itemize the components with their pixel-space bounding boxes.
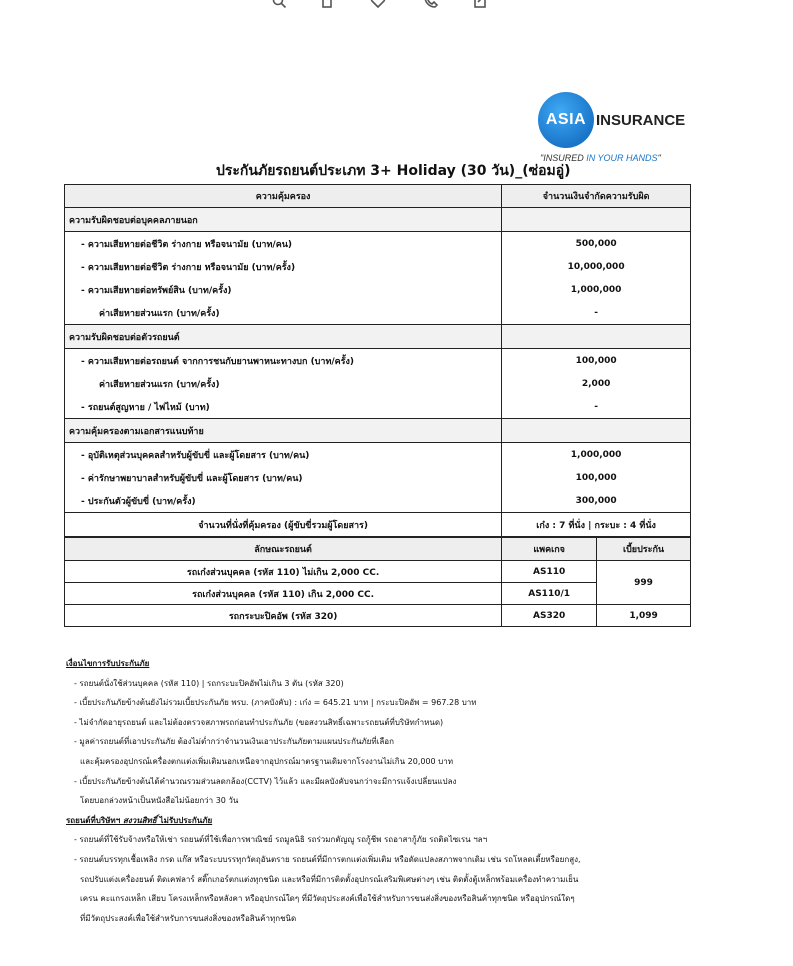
vehicle-type-header: ลักษณะรถยนต์ [65,538,502,561]
phone-icon[interactable] [422,0,440,10]
seats-label: จำนวนที่นั่งที่คุ้มครอง (ผู้ขับขี่รวมผู้โดยสาร) [65,513,502,537]
note-line: - เบี้ยประกันภัยข้างต้นยังไม่รวมเบี้ยประกันภัย พรบ. (ภาคบังคับ) : เก๋ง = 645.21 บาท | กระบะปิคอัพ = 967.28 บาท [74,698,477,708]
exclusions-heading-c: ไม่รับประกันภัย [156,815,213,825]
section-endorsements: ความคุ้มครองตามเอกสารแนบท้าย [65,419,502,443]
tagline-part-c: " [657,153,661,163]
coverage-value: 1,000,000 [502,443,691,467]
section-third-party: ความรับผิดชอบต่อบุคคลภายนอก [65,208,502,232]
section-own-damage: ความรับผิดชอบต่อตัวรถยนต์ [65,325,502,349]
note-line: โดยบอกล่วงหน้าเป็นหนังสือไม่น้อยกว่า 30 วัน [80,796,239,806]
table-row [65,232,691,256]
coverage-label: - ประกันตัวผู้ขับขี่ (บาท/ครั้ง) [65,489,502,513]
coverage-table [64,184,691,537]
table-row [65,561,691,583]
note-line: - รถยนต์บรรทุกเชื้อเพลิง กรด แก๊ส หรือระบบรรทุกวัตถุอันตราย รถยนต์ที่มีการตกแต่งเพิ่มเติม หรือดัดแปลงสภาพจากเดิม เช่น รถโหลดเตี้ยหรือยกสูง, [74,854,581,864]
coverage-label: - ความเสียหายต่อรถยนต์ จากการชนกับยานพาหนะทางบก (บาท/ครั้ง) [65,349,502,373]
section-row [65,208,691,232]
coverage-header-row [65,185,691,208]
section-row [65,419,691,443]
exclusions-heading [66,811,726,831]
premium-value: 1,099 [597,605,691,627]
conditions-notes [66,654,726,928]
coverage-label: - รถยนต์สูญหาย / ไฟไหม้ (บาท) [65,395,502,419]
coverage-value: 100,000 [502,349,691,373]
exclusions-heading-a: รถยนต์ที่บริษัทฯ [66,815,123,825]
table-row [65,466,691,489]
table-row [65,372,691,395]
note-line: - รถยนต์นั่งใช้ส่วนบุคคล (รหัส 110) | รถกระบะปิคอัพไม่เกิน 3 ตัน (รหัส 320) [74,678,344,688]
search-icon[interactable] [270,0,288,10]
edit-icon[interactable] [471,0,489,10]
table-row [65,278,691,301]
package-code: AS110/1 [502,583,597,605]
package-code: AS320 [502,605,597,627]
section-empty [502,325,691,349]
note-line: - รถยนต์ที่ใช้รับจ้างหรือให้เช่า รถยนต์ที่ใช้เพื่อการพาณิชย์ รถมูลนิธิ รถร่วมกตัญญู รถกู้ชีพ รถอาสากู้ภัย รถติดไซเรน ฯลฯ [74,835,488,845]
vehicle-type: รถเก๋งส่วนบุคคล (รหัส 110) ไม่เกิน 2,000 CC. [65,561,502,583]
note-line: และคุ้มครองอุปกรณ์เครื่องตกแต่งเพิ่มเติมนอกเหนือจากอุปกรณ์มาตรฐานเดิมจากโรงงานไม่เกิน 20,000 บาท [80,756,454,766]
tagline-part-b: IN YOUR HANDS [586,153,658,163]
coverage-label: - ความเสียหายต่อชีวิต ร่างกาย หรือจนามัย (บาท/ครั้ง) [65,255,502,278]
seats-value: เก๋ง : 7 ที่นั่ง | กระบะ : 4 ที่นั่ง [502,513,691,537]
logo-circle [538,92,594,148]
document-title: ประกันภัยรถยนต์ประเภท 3+ Holiday (30 วัน)_(ซ่อมอู่) [216,163,571,179]
coverage-value: - [502,301,691,325]
note-line: ที่มีวัตถุประสงค์เพื่อใช้สำหรับการขนส่งสิ่งของหรือสินค้าทุกชนิด [80,913,297,923]
note-line: - มูลค่ารถยนต์ที่เอาประกันภัย ต้องไม่ต่ำกว่าจำนวนเงินเอาประกันภัยตามแผนประกันภัยที่เลือก [74,737,394,747]
heart-icon[interactable] [369,0,387,10]
conditions-heading: เงื่อนไขการรับประกันภัย [66,659,150,668]
table-row [65,301,691,325]
toolbar [268,0,498,12]
table-row [65,489,691,513]
section-empty [502,208,691,232]
logo-circle-text: ASIA [545,111,587,128]
coverage-value: 300,000 [502,489,691,513]
coverage-label: - ค่ารักษาพยาบาลสำหรับผู้ขับขี่ และผู้โดยสาร (บาท/คน) [65,466,502,489]
trash-icon[interactable] [318,0,336,10]
table-row [65,443,691,467]
coverage-label: - ความเสียหายต่อทรัพย์สิน (บาท/ครั้ง) [65,278,502,301]
exclusions-heading-b: สงวนสิทธิ์ [122,815,157,825]
premium-header-row [65,538,691,561]
coverage-value: - [502,395,691,419]
limit-header: จำนวนเงินจำกัดความรับผิด [502,185,691,208]
note-line: - ไม่จำกัดอายุรถยนต์ และไม่ต้องตรวจสภาพรถก่อนทำประกันภัย (ขอสงวนสิทธิ์เฉพาะรถยนต์ที่บริษัทกำหนด) [74,717,444,727]
coverage-value: 100,000 [502,466,691,489]
premium-value: 999 [597,561,691,605]
coverage-value: 2,000 [502,372,691,395]
note-line: เครน คะแกรงเหล็ก เสียบ โครงเหล็กหรือหลังคา หรืออุปกรณ์ใดๆ ที่มีวัตถุประสงค์เพื่อใช้สำหรับการขนส่งสิ่งของหรือสินค้าทุกชนิด หรืออุปกรณ์ใดๆ [80,894,575,904]
logo-wordmark: INSURANCE [596,112,686,129]
table-row [65,255,691,278]
note-line: - เบี้ยประกันภัยข้างต้นได้คำนวณรวมส่วนลดกล้อง(CCTV) ไว้แล้ว และมีผลบังคับจนกว่าจะมีการแจ้งเปลี่ยนแปลง [74,776,457,786]
vehicle-type: รถกระบะปิคอัพ (รหัส 320) [65,605,502,627]
coverage-value: 1,000,000 [502,278,691,301]
tagline-part-a: "INSURED [540,153,587,163]
package-code: AS110 [502,561,597,583]
premium-table [64,537,691,627]
company-logo [538,92,688,167]
note-line: รถปรับแต่งเครื่องยนต์ ติดเคฟลาร์ สติ๊กเกอร์ตกแต่งทุกชนิด และหรือที่มีการติดตั้งอุปกรณ์เสริมพิเศษต่างๆ เช่น ติดตั้งตู้เหล็กพร้อมเครื่องทำความเย็น [80,874,579,884]
table-row [65,605,691,627]
premium-header: เบี้ยประกัน [597,538,691,561]
section-row [65,325,691,349]
coverage-header: ความคุ้มครอง [65,185,502,208]
coverage-label: - ความเสียหายต่อชีวิต ร่างกาย หรือจนามัย (บาท/คน) [65,232,502,256]
seats-row [65,513,691,537]
coverage-label: ค่าเสียหายส่วนแรก (บาท/ครั้ง) [65,301,502,325]
coverage-label: ค่าเสียหายส่วนแรก (บาท/ครั้ง) [65,372,502,395]
vehicle-type: รถเก๋งส่วนบุคคล (รหัส 110) เกิน 2,000 CC. [65,583,502,605]
coverage-value: 500,000 [502,232,691,256]
table-row [65,349,691,373]
table-row [65,395,691,419]
coverage-label: - อุบัติเหตุส่วนบุคคลสำหรับผู้ขับขี่ และผู้โดยสาร (บาท/คน) [65,443,502,467]
coverage-value: 10,000,000 [502,255,691,278]
package-header: แพคเกจ [502,538,597,561]
section-empty [502,419,691,443]
